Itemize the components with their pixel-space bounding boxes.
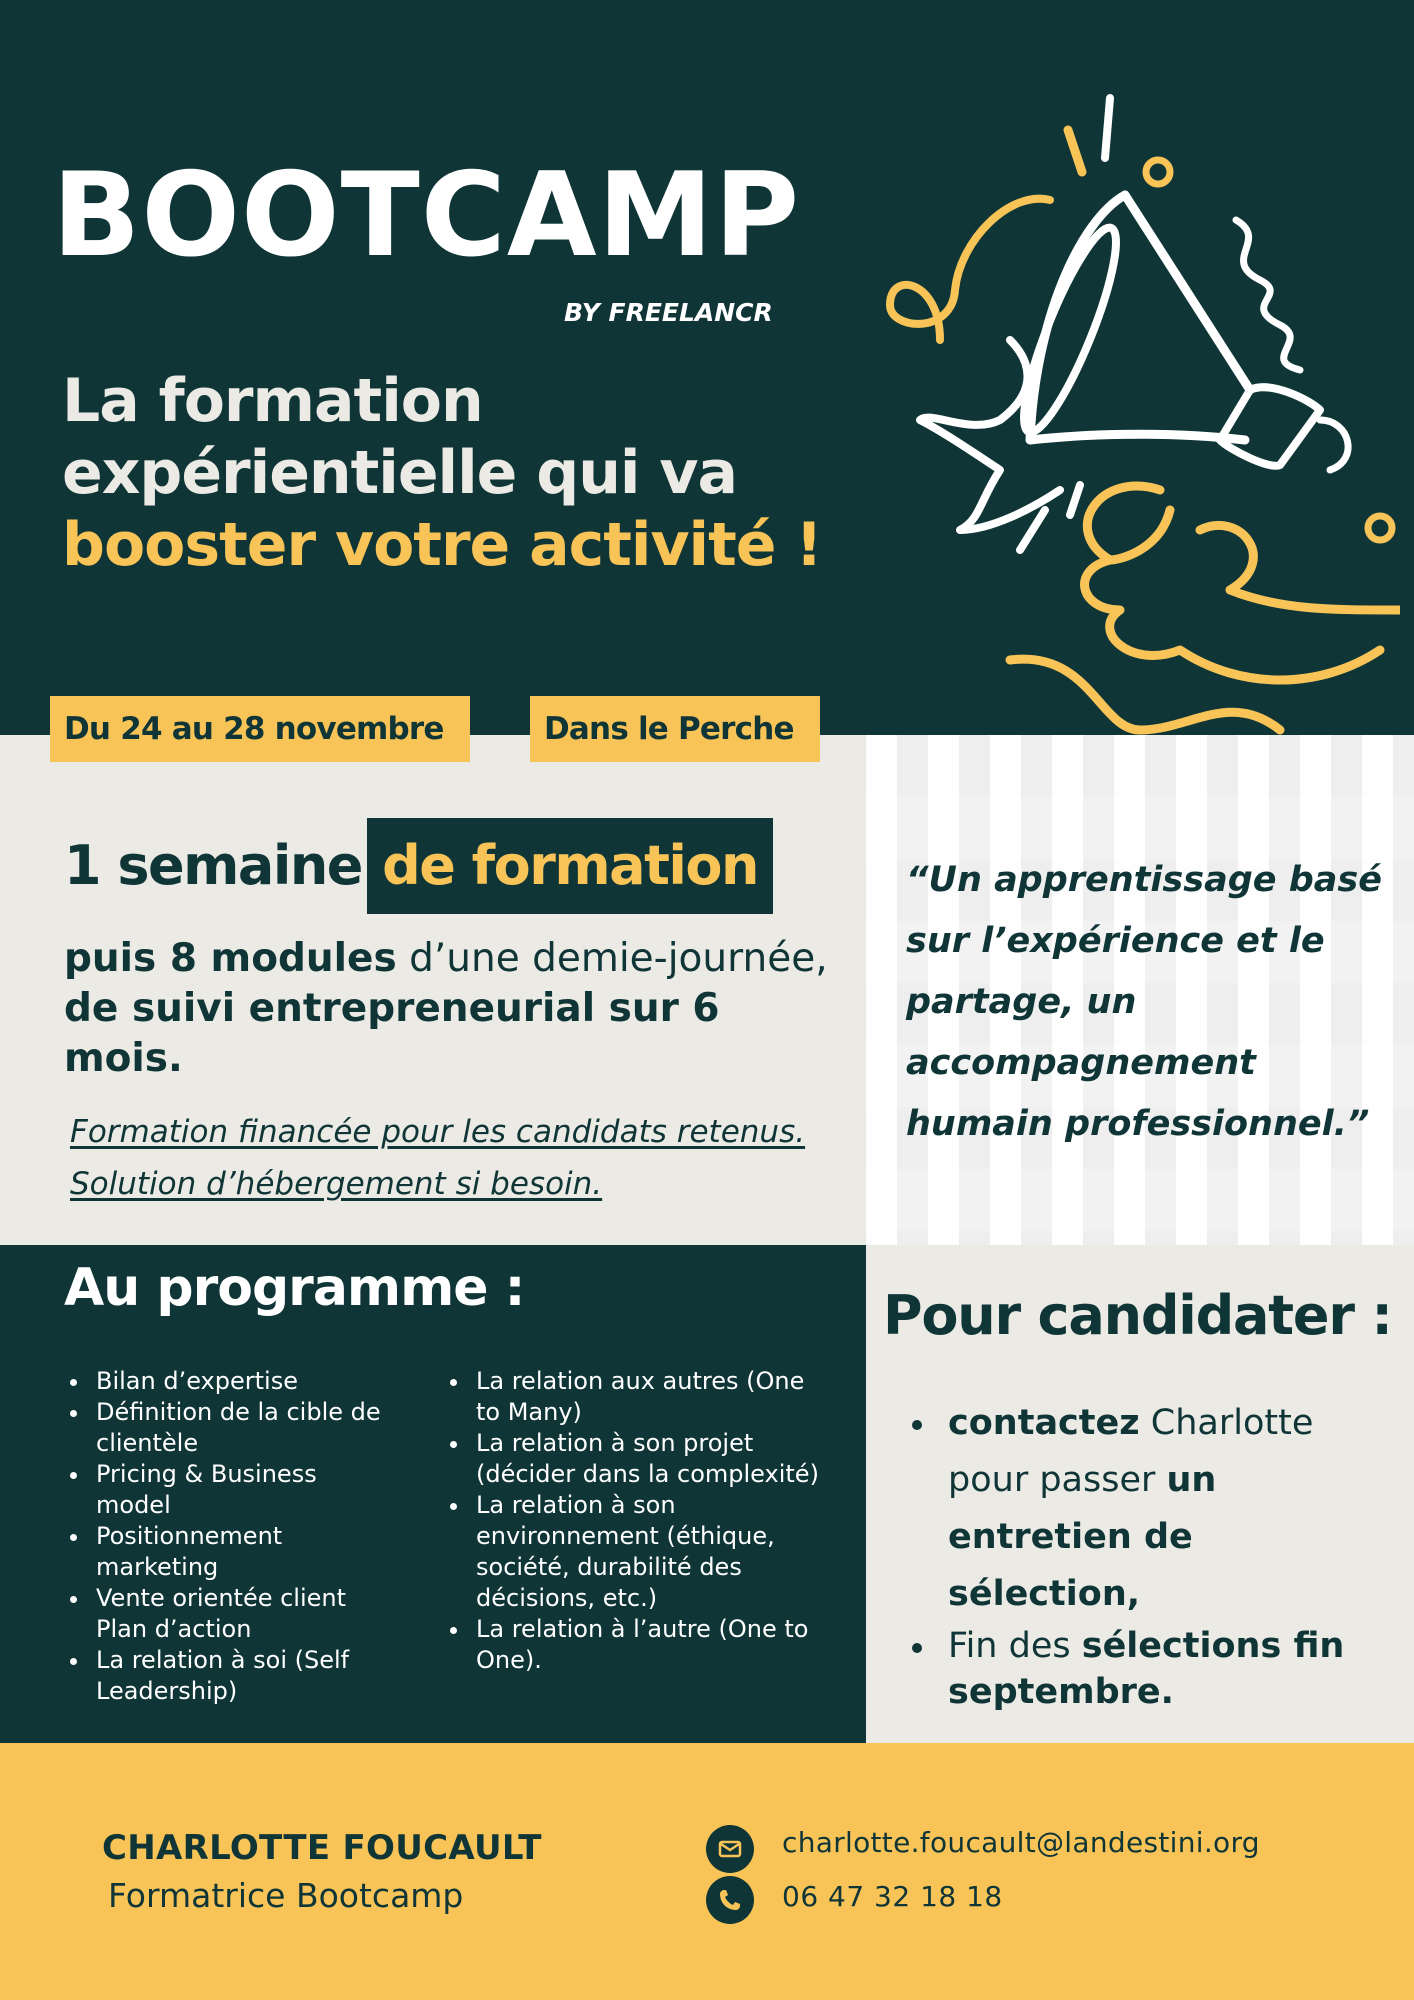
modules-bold-3: de suivi entrepreneurial sur 6 mois. xyxy=(64,986,720,1081)
headline-line2: expérientielle qui va xyxy=(62,438,737,508)
week-lead: 1 semaine xyxy=(64,834,362,897)
megaphone-illustration xyxy=(860,90,1400,740)
date-tag: Du 24 au 28 novembre xyxy=(50,696,470,762)
list-item: La relation aux autres (One to Many) xyxy=(444,1366,824,1428)
apply-item-deadline xyxy=(906,1623,1386,1715)
apply-bold: sélections fin septembre. xyxy=(948,1626,1345,1712)
programme-list-col1 xyxy=(64,1366,394,1707)
modules-text-2: d’une demie-journée, xyxy=(396,936,828,981)
list-item: Plan d’action xyxy=(96,1615,252,1643)
list-item: Vente orientée client xyxy=(64,1583,394,1614)
list-item: La relation à l’autre (One to One). xyxy=(444,1614,824,1676)
brand-title: BOOTCAMP xyxy=(52,148,801,283)
hand-icon xyxy=(1085,486,1380,680)
modules-bold-1: puis 8 modules xyxy=(64,936,397,981)
testimonial-quote: “Un apprentissage basé sur l’expérience et le partage, un accompagnement humain professionnel.” xyxy=(906,860,1382,1144)
programme-title: Au programme : xyxy=(64,1258,525,1318)
phone-link[interactable]: 06 47 32 18 18 xyxy=(782,1880,1003,1913)
list-item: La relation à soi (Self Leadership) xyxy=(64,1645,394,1707)
apply-bold: contactez xyxy=(948,1403,1140,1443)
list-item: Bilan d’expertise xyxy=(64,1366,394,1397)
list-item: Pricing & Business model xyxy=(64,1459,394,1521)
apply-list xyxy=(906,1395,1386,1715)
list-item: Définition de la cible de clientèle xyxy=(64,1397,394,1459)
funding-note: Formation financée pour les candidats retenus. Solution d’hébergement si besoin. xyxy=(70,1114,806,1202)
apply-text: Fin des xyxy=(948,1626,1082,1666)
modules-text xyxy=(64,934,844,1084)
yellow-ring-icon xyxy=(1146,160,1170,184)
white-line-icon xyxy=(1105,98,1110,158)
week-highlight-box: de formation xyxy=(367,818,773,914)
apply-text: Charlotte pour passer xyxy=(948,1403,1314,1500)
place-tag: Dans le Perche xyxy=(530,696,820,762)
list-item: Positionnement marketing xyxy=(64,1521,394,1583)
apply-item-contact xyxy=(906,1395,1386,1623)
yellow-tick-icon xyxy=(1068,130,1082,172)
brand-byline: BY FREELANCR xyxy=(564,298,773,327)
list-item: La relation à son environnement (éthique, société, durabilité des décisions, etc.) xyxy=(444,1490,824,1614)
mail-icon xyxy=(706,1825,754,1873)
phone-icon xyxy=(706,1876,754,1924)
apply-title: Pour candidater : xyxy=(883,1284,1392,1347)
contact-name: CHARLOTTE FOUCAULT xyxy=(102,1828,542,1868)
email-link[interactable]: charlotte.foucault@landestini.org xyxy=(782,1826,1260,1859)
programme-list-col2 xyxy=(444,1366,824,1676)
headline-line1: La formation xyxy=(62,366,483,436)
contact-footer xyxy=(0,1743,1414,2000)
headline xyxy=(62,365,822,581)
yellow-curl-icon xyxy=(890,199,1050,340)
apply-bold: un entretien de sélection, xyxy=(948,1460,1217,1614)
list-item: La relation à son projet (décider dans la complexité) xyxy=(444,1428,824,1490)
headline-highlight: booster votre activité ! xyxy=(62,510,822,580)
contact-role: Formatrice Bootcamp xyxy=(108,1876,464,1915)
